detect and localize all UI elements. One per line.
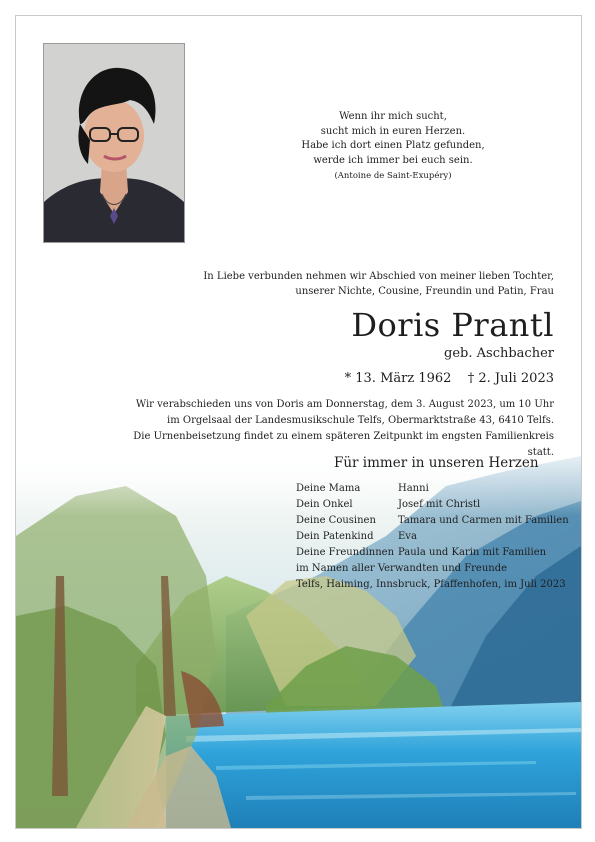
mourner-names: Tamara und Carmen mit Familien: [398, 515, 569, 526]
forever-heading: Für immer in unseren Herzen: [334, 455, 539, 471]
mourner-relation: Deine Freundinnen: [296, 547, 395, 558]
mourner-relation: Deine Mama: [296, 483, 361, 494]
born-symbol: *: [344, 371, 352, 386]
ceremony-line: im Orgelsaal der Landesmusikschule Telfs, Obermarktstraße 43, 6410 Telfs.: [167, 415, 554, 426]
mourner-relation: Deine Cousinen: [296, 515, 376, 526]
intro-line: In Liebe verbunden nehmen wir Abschied von meiner lieben Tochter,: [203, 271, 554, 282]
mourner-names: Hanni: [398, 483, 429, 494]
mourner-relation: Dein Onkel: [296, 499, 353, 510]
deceased-name: Doris Prantl: [351, 306, 554, 344]
mourner-names: Eva: [398, 531, 417, 542]
mourner-names: Josef mit Christl: [398, 499, 481, 510]
quote-line: Habe ich dort einen Platz gefunden,: [301, 140, 485, 151]
obituary-card: [15, 15, 582, 829]
intro-line: unserer Nichte, Cousine, Freundin und Patin, Frau: [295, 286, 554, 297]
ceremony-line: Wir verabschieden uns von Doris am Donnerstag, dem 3. August 2023, um 10 Uhr: [135, 399, 554, 410]
place-date-line: Telfs, Haiming, Innsbruck, Pfaffenhofen, im Juli 2023: [296, 579, 566, 590]
ceremony-details: [124, 397, 554, 461]
quote-author: (Antoine de Saint-Exupéry): [334, 171, 452, 181]
died-symbol: †: [467, 371, 475, 386]
closing-line: im Namen aller Verwandten und Freunde: [296, 563, 508, 574]
quote-line: Wenn ihr mich sucht,: [339, 111, 447, 122]
portrait-photo: [43, 43, 185, 243]
quote-line: werde ich immer bei euch sein.: [313, 154, 473, 166]
farewell-intro: [194, 269, 554, 299]
death-date: 2. Juli 2023: [478, 371, 554, 386]
mourner-names: Paula und Karin mit Familien: [398, 547, 547, 558]
ceremony-line: Die Urnenbeisetzung findet zu einem späteren Zeitpunkt im engsten Familienkreis statt.: [133, 431, 554, 458]
birth-name: geb. Aschbacher: [444, 346, 554, 361]
mourner-relation: Dein Patenkind: [296, 531, 374, 542]
birth-date: 13. März 1962: [355, 371, 452, 386]
life-dates: [345, 371, 554, 386]
quote-line: sucht mich in euren Herzen.: [320, 125, 466, 137]
memorial-quote: [278, 110, 508, 184]
